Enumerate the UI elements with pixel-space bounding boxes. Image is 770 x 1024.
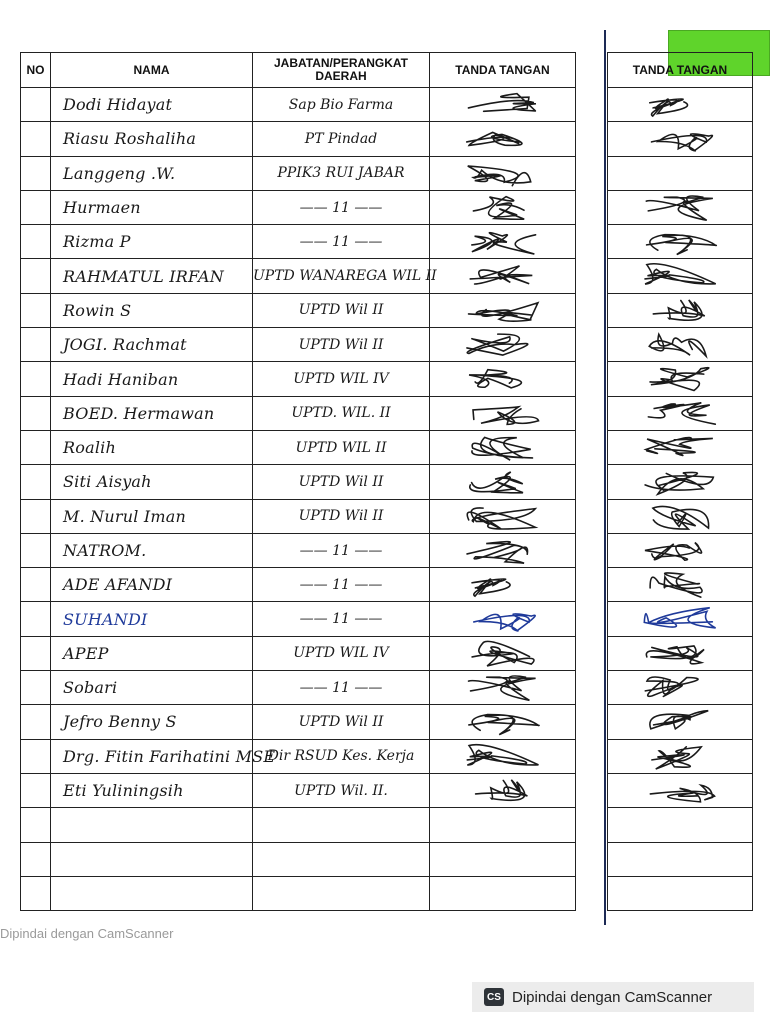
signature-scribble <box>430 465 575 498</box>
signature-scribble <box>430 637 575 670</box>
signature-scribble <box>608 637 752 670</box>
cell-signature <box>430 739 576 773</box>
signature-scribble <box>430 671 575 704</box>
right-table-row <box>608 808 753 842</box>
cell-no <box>21 190 51 224</box>
right-table-row <box>608 842 753 876</box>
right-table-row <box>608 602 753 636</box>
cell-signature <box>430 190 576 224</box>
handwritten-name: Sobari <box>63 678 118 698</box>
handwritten-name: RAHMATUL IRFAN <box>63 266 224 286</box>
cell-jabatan <box>253 328 430 362</box>
signature-scribble <box>430 328 575 361</box>
right-cell-signature <box>608 156 753 190</box>
header-no: NO <box>21 53 51 88</box>
table-row <box>21 636 576 670</box>
cell-signature <box>430 671 576 705</box>
cell-nama <box>51 773 253 807</box>
right-cell-signature <box>608 876 753 910</box>
cell-jabatan <box>253 465 430 499</box>
table-row <box>21 362 576 396</box>
cell-jabatan <box>253 739 430 773</box>
table-row <box>21 430 576 464</box>
signature-scribble <box>430 602 575 635</box>
handwritten-jabatan: UPTD WIL IV <box>293 645 389 662</box>
handwritten-name: M. Nurul Iman <box>63 506 186 526</box>
cell-no <box>21 293 51 327</box>
handwritten-jabatan: UPTD WANAREGA WIL II <box>253 268 437 285</box>
right-table-body <box>608 88 753 911</box>
signature-scribble <box>608 705 752 738</box>
signature-scribble <box>608 534 752 567</box>
signature-scribble <box>608 191 752 224</box>
signature-scribble <box>430 534 575 567</box>
table-row <box>21 499 576 533</box>
cell-no <box>21 602 51 636</box>
signature-scribble <box>430 191 575 224</box>
cell-nama <box>51 156 253 190</box>
right-cell-signature <box>608 122 753 156</box>
table-row <box>21 225 576 259</box>
right-table-row <box>608 876 753 910</box>
right-cell-signature <box>608 636 753 670</box>
cell-no <box>21 671 51 705</box>
handwritten-jabatan: Sap Bio Farma <box>288 96 394 113</box>
handwritten-jabatan: —— 11 —— <box>299 233 383 250</box>
handwritten-jabatan: UPTD Wil II <box>298 336 384 353</box>
cell-no <box>21 465 51 499</box>
right-cell-signature <box>608 671 753 705</box>
table-row <box>21 602 576 636</box>
cell-nama <box>51 602 253 636</box>
cell-no <box>21 88 51 122</box>
cell-no <box>21 808 51 842</box>
handwritten-name: Drg. Fitin Farihatini MSE <box>63 746 276 766</box>
header-ttd: TANDA TANGAN <box>430 53 576 88</box>
cell-nama <box>51 671 253 705</box>
signature-scribble <box>608 671 752 704</box>
cell-jabatan <box>253 636 430 670</box>
cell-jabatan <box>253 293 430 327</box>
right-table-row <box>608 156 753 190</box>
cell-no <box>21 636 51 670</box>
camscanner-badge-text: Dipindai dengan CamScanner <box>512 988 713 1006</box>
cell-jabatan <box>253 156 430 190</box>
cell-signature <box>430 259 576 293</box>
signature-scribble <box>430 740 575 773</box>
cell-nama <box>51 328 253 362</box>
cell-no <box>21 225 51 259</box>
handwritten-jabatan: Dir RSUD Kes. Kerja <box>267 748 415 765</box>
handwritten-name: Hadi Haniban <box>63 369 179 389</box>
cell-nama <box>51 705 253 739</box>
signature-scribble <box>608 259 752 292</box>
right-cell-signature <box>608 396 753 430</box>
cell-no <box>21 773 51 807</box>
table-row <box>21 396 576 430</box>
cell-signature <box>430 842 576 876</box>
cell-signature <box>430 636 576 670</box>
table-row <box>21 705 576 739</box>
signature-scribble <box>430 500 575 533</box>
right-table-row <box>608 636 753 670</box>
cell-jabatan <box>253 842 430 876</box>
cell-nama <box>51 122 253 156</box>
handwritten-name: ADE AFANDI <box>63 575 173 595</box>
page-divider <box>604 30 606 925</box>
right-header-ttd: TANDA TANGAN <box>608 53 753 88</box>
right-table-row <box>608 705 753 739</box>
cell-signature <box>430 705 576 739</box>
right-cell-signature <box>608 362 753 396</box>
table-row <box>21 842 576 876</box>
cell-jabatan <box>253 362 430 396</box>
signature-scribble <box>608 602 752 635</box>
signature-scribble <box>608 568 752 601</box>
signature-scribble <box>608 328 752 361</box>
signature-scribble <box>608 465 752 498</box>
handwritten-jabatan: —— 11 —— <box>299 611 383 628</box>
handwritten-jabatan: UPTD Wil II <box>298 713 384 730</box>
right-cell-signature <box>608 533 753 567</box>
cell-no <box>21 533 51 567</box>
table-row <box>21 293 576 327</box>
cell-jabatan <box>253 533 430 567</box>
handwritten-name: Langgeng .W. <box>63 163 176 183</box>
cell-signature <box>430 499 576 533</box>
handwritten-name: Hurmaen <box>63 198 141 218</box>
cell-nama <box>51 533 253 567</box>
cell-nama <box>51 808 253 842</box>
cell-signature <box>430 293 576 327</box>
right-table-row <box>608 499 753 533</box>
table-row <box>21 533 576 567</box>
cell-no <box>21 499 51 533</box>
camscanner-badge <box>472 982 754 1012</box>
signature-scribble <box>608 397 752 430</box>
cell-no <box>21 739 51 773</box>
signature-scribble <box>430 88 575 121</box>
right-cell-signature <box>608 259 753 293</box>
cell-signature <box>430 602 576 636</box>
table-header-row <box>21 53 576 88</box>
signature-scribble <box>608 88 752 121</box>
right-table-row <box>608 88 753 122</box>
signature-scribble <box>430 122 575 155</box>
table-row <box>21 739 576 773</box>
faint-watermark-text: Dipindai dengan CamScanner <box>0 926 174 941</box>
cell-jabatan <box>253 396 430 430</box>
right-cell-signature <box>608 190 753 224</box>
right-cell-signature <box>608 88 753 122</box>
handwritten-name: Rowin S <box>63 300 132 320</box>
cell-no <box>21 568 51 602</box>
cell-jabatan <box>253 808 430 842</box>
cell-nama <box>51 430 253 464</box>
handwritten-jabatan: UPTD WIL II <box>295 439 387 456</box>
handwritten-name: BOED. Hermawan <box>63 403 215 423</box>
cell-signature <box>430 328 576 362</box>
signature-scribble <box>430 259 575 292</box>
cell-signature <box>430 808 576 842</box>
right-table-row <box>608 122 753 156</box>
table-row <box>21 88 576 122</box>
right-table-row <box>608 225 753 259</box>
table-row <box>21 328 576 362</box>
cell-no <box>21 842 51 876</box>
cell-jabatan <box>253 602 430 636</box>
table-row <box>21 568 576 602</box>
cell-nama <box>51 88 253 122</box>
right-cell-signature <box>608 465 753 499</box>
cell-no <box>21 328 51 362</box>
cell-signature <box>430 122 576 156</box>
handwritten-jabatan: —— 11 —— <box>299 576 383 593</box>
right-cell-signature <box>608 568 753 602</box>
signature-scribble <box>608 225 752 258</box>
right-table-row <box>608 293 753 327</box>
right-table-row <box>608 430 753 464</box>
signature-scribble <box>430 774 575 807</box>
cell-nama <box>51 636 253 670</box>
cell-signature <box>430 876 576 910</box>
handwritten-name: Jefro Benny S <box>63 712 177 732</box>
cell-jabatan <box>253 876 430 910</box>
signature-scribble <box>608 774 752 807</box>
cell-jabatan <box>253 705 430 739</box>
right-signature-table <box>607 52 753 911</box>
handwritten-name: Rizma P <box>63 232 131 252</box>
right-cell-signature <box>608 328 753 362</box>
signature-scribble <box>430 294 575 327</box>
cell-signature <box>430 396 576 430</box>
cell-nama <box>51 362 253 396</box>
handwritten-jabatan: UPTD Wil. II. <box>294 782 388 799</box>
attendance-table <box>20 52 576 911</box>
handwritten-jabatan: —— 11 —— <box>299 542 383 559</box>
cell-no <box>21 705 51 739</box>
handwritten-name: SUHANDI <box>63 609 148 629</box>
handwritten-jabatan: UPTD. WIL. II <box>291 405 391 422</box>
cell-jabatan <box>253 225 430 259</box>
signature-scribble <box>608 431 752 464</box>
right-cell-signature <box>608 499 753 533</box>
signature-scribble <box>608 362 752 395</box>
handwritten-name: NATROM. <box>63 541 147 560</box>
cell-nama <box>51 259 253 293</box>
right-table-row <box>608 568 753 602</box>
table-row <box>21 876 576 910</box>
cell-signature <box>430 465 576 499</box>
handwritten-jabatan: UPTD Wil II <box>298 473 384 490</box>
handwritten-jabatan: —— 11 —— <box>299 199 383 216</box>
cell-nama <box>51 568 253 602</box>
cell-nama <box>51 499 253 533</box>
table-row <box>21 671 576 705</box>
right-header-row <box>608 53 753 88</box>
right-table-row <box>608 396 753 430</box>
header-jabatan-label: JABATAN/PERANGKAT DAERAH <box>274 56 408 83</box>
handwritten-name: Roalih <box>63 438 116 458</box>
handwritten-jabatan: PPIK3 RUI JABAR <box>277 165 405 182</box>
table-row <box>21 773 576 807</box>
header-jabatan <box>253 53 430 88</box>
camscanner-faint-watermark <box>0 926 173 941</box>
right-cell-signature <box>608 773 753 807</box>
table-row <box>21 808 576 842</box>
right-table-row <box>608 465 753 499</box>
cell-signature <box>430 430 576 464</box>
table-row <box>21 190 576 224</box>
cell-no <box>21 430 51 464</box>
right-cell-signature <box>608 739 753 773</box>
cell-jabatan <box>253 773 430 807</box>
right-table-row <box>608 671 753 705</box>
cell-nama <box>51 396 253 430</box>
table-row <box>21 465 576 499</box>
right-cell-signature <box>608 842 753 876</box>
cell-jabatan <box>253 190 430 224</box>
handwritten-name: Siti Aisyah <box>63 472 152 492</box>
handwritten-jabatan: —— 11 —— <box>299 679 383 696</box>
handwritten-jabatan: UPTD Wil II <box>298 508 384 525</box>
cell-jabatan <box>253 430 430 464</box>
cell-jabatan <box>253 671 430 705</box>
cell-signature <box>430 156 576 190</box>
signature-scribble <box>608 294 752 327</box>
cell-nama <box>51 225 253 259</box>
cell-nama <box>51 190 253 224</box>
right-cell-signature <box>608 602 753 636</box>
right-cell-signature <box>608 225 753 259</box>
table-row <box>21 259 576 293</box>
signature-scribble <box>608 740 752 773</box>
cell-no <box>21 362 51 396</box>
cell-jabatan <box>253 88 430 122</box>
cell-nama <box>51 739 276 773</box>
cell-signature <box>430 225 576 259</box>
handwritten-jabatan: UPTD Wil II <box>298 302 384 319</box>
handwritten-name: JOGI. Rachmat <box>63 335 187 355</box>
cell-signature <box>430 773 576 807</box>
table-row <box>21 122 576 156</box>
handwritten-name: Dodi Hidayat <box>63 95 173 115</box>
signature-scribble <box>608 122 752 155</box>
cell-no <box>21 259 51 293</box>
handwritten-name: Eti Yuliningsih <box>63 781 184 801</box>
cell-signature <box>430 533 576 567</box>
right-cell-signature <box>608 430 753 464</box>
signature-scribble <box>608 500 752 533</box>
cell-nama <box>51 842 253 876</box>
cell-no <box>21 122 51 156</box>
header-nama: NAMA <box>51 53 253 88</box>
table-row <box>21 156 576 190</box>
cell-jabatan <box>253 499 430 533</box>
signature-scribble <box>430 157 575 190</box>
cell-no <box>21 876 51 910</box>
cell-jabatan <box>253 259 437 293</box>
right-cell-signature <box>608 705 753 739</box>
right-table-row <box>608 739 753 773</box>
cell-signature <box>430 568 576 602</box>
cell-signature <box>430 88 576 122</box>
handwritten-jabatan: PT Pindad <box>304 130 378 147</box>
right-table-row <box>608 362 753 396</box>
right-cell-signature <box>608 808 753 842</box>
cell-nama <box>51 876 253 910</box>
handwritten-name: APEP <box>63 643 109 663</box>
signature-scribble <box>430 705 575 738</box>
table-body <box>21 88 576 911</box>
signature-scribble <box>430 431 575 464</box>
signature-scribble <box>430 225 575 258</box>
cell-jabatan <box>253 568 430 602</box>
cell-nama <box>51 293 253 327</box>
right-table-row <box>608 190 753 224</box>
cell-no <box>21 396 51 430</box>
right-table-row <box>608 533 753 567</box>
cell-nama <box>51 465 253 499</box>
handwritten-name: Riasu Roshaliha <box>63 129 197 149</box>
signature-scribble <box>430 397 575 430</box>
camscanner-logo-icon: CS <box>484 988 504 1006</box>
signature-scribble <box>430 362 575 395</box>
signature-scribble <box>430 568 575 601</box>
right-table-row <box>608 259 753 293</box>
cell-jabatan <box>253 122 430 156</box>
right-table-row <box>608 328 753 362</box>
right-cell-signature <box>608 293 753 327</box>
right-table-row <box>608 773 753 807</box>
handwritten-jabatan: UPTD WIL IV <box>293 371 389 388</box>
cell-signature <box>430 362 576 396</box>
cell-no <box>21 156 51 190</box>
